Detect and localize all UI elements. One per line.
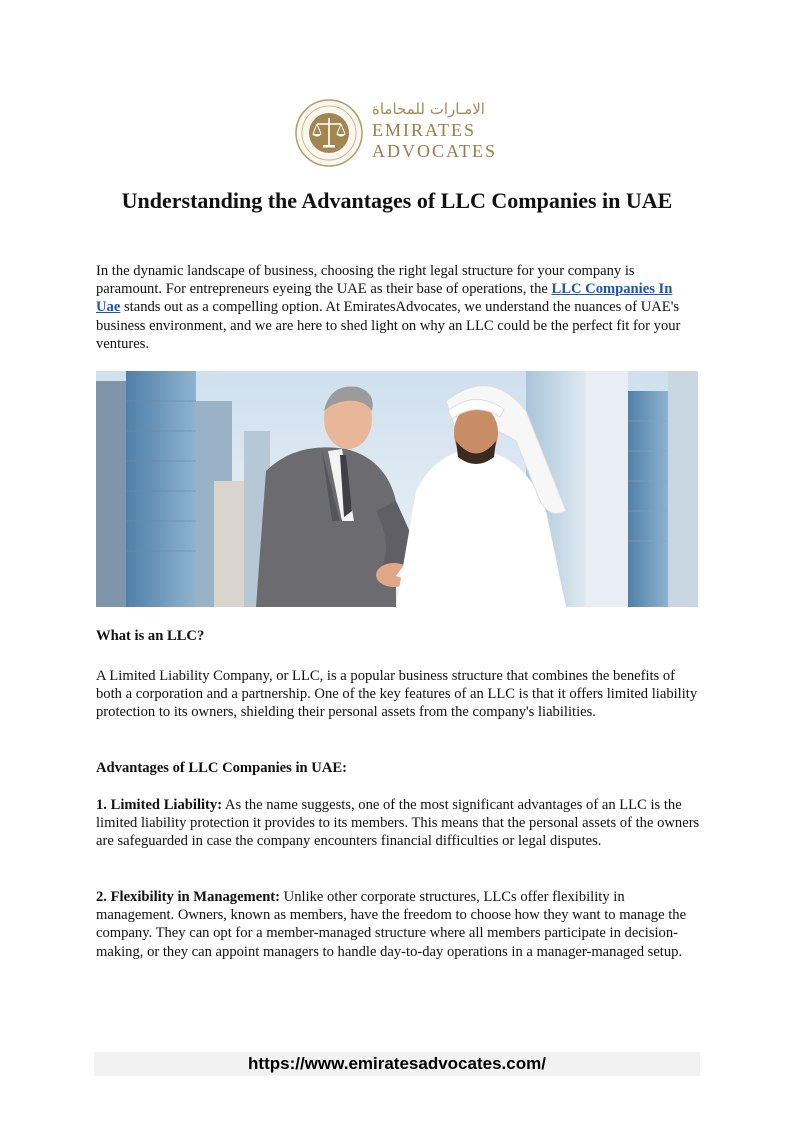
handshake-illustration [96, 371, 698, 607]
advantage-2-text: Unlike other corporate structures, LLCs offer flexibility in management. Owners, known as members, have the freedom to choose how they want to manage the company. They can opt for a member-managed structure where all members participate in decision-making, or they can appoint managers to handle day-to-day operations in a manager-managed setup. [96, 889, 687, 960]
logo-name [372, 120, 497, 162]
scales-of-justice-icon [294, 98, 364, 168]
handshake-image [96, 371, 698, 607]
company-logo [294, 98, 504, 168]
footer-url[interactable]: https://www.emiratesadvocates.com/ [248, 1054, 546, 1073]
advantages-heading: Advantages of LLC Companies in UAE: [96, 760, 347, 776]
logo-name-line2: ADVOCATES [372, 141, 498, 161]
advantage-1-label: 1. Limited Liability: [96, 797, 223, 813]
advantage-2-label: 2. Flexibility in Management: [96, 889, 281, 905]
logo-name-line1: EMIRATES [372, 120, 477, 140]
advantage-limited-liability [96, 796, 700, 851]
intro-text-after: stands out as a compelling option. At EmiratesAdvocates, we understand the nuances of UAE's business environment, and we are here to shed light on why an LLC could be the perfect fit for your ventures. [96, 299, 681, 352]
intro-text-before: In the dynamic landscape of business, choosing the right legal structure for your company is paramount. For entrepreneurs eyeing the UAE as their base of operations, the [96, 263, 635, 298]
what-is-llc-paragraph: A Limited Liability Company, or LLC, is a popular business structure that combines the benefits of both a corporation and a partnership. One of the key features of an LLC is that it offers limited liability protection to its owners, shielding their personal assets from the company's liabilities. [96, 668, 698, 721]
page-title: Understanding the Advantages of LLC Companies in UAE [121, 188, 673, 213]
logo-arabic-name: الامـارات للمحاماة [372, 100, 485, 118]
advantage-1-text: As the name suggests, one of the most significant advantages of an LLC is the limited liability protection it provides to its members. This means that the personal assets of the owners are safeguarded in case the company encounters financial difficulties or legal disputes. [96, 797, 700, 850]
what-is-llc-heading: What is an LLC? [96, 628, 205, 644]
intro-paragraph [96, 262, 700, 353]
llc-companies-link[interactable]: LLC Companies In Uae [96, 281, 673, 316]
advantage-flexibility [96, 888, 700, 961]
